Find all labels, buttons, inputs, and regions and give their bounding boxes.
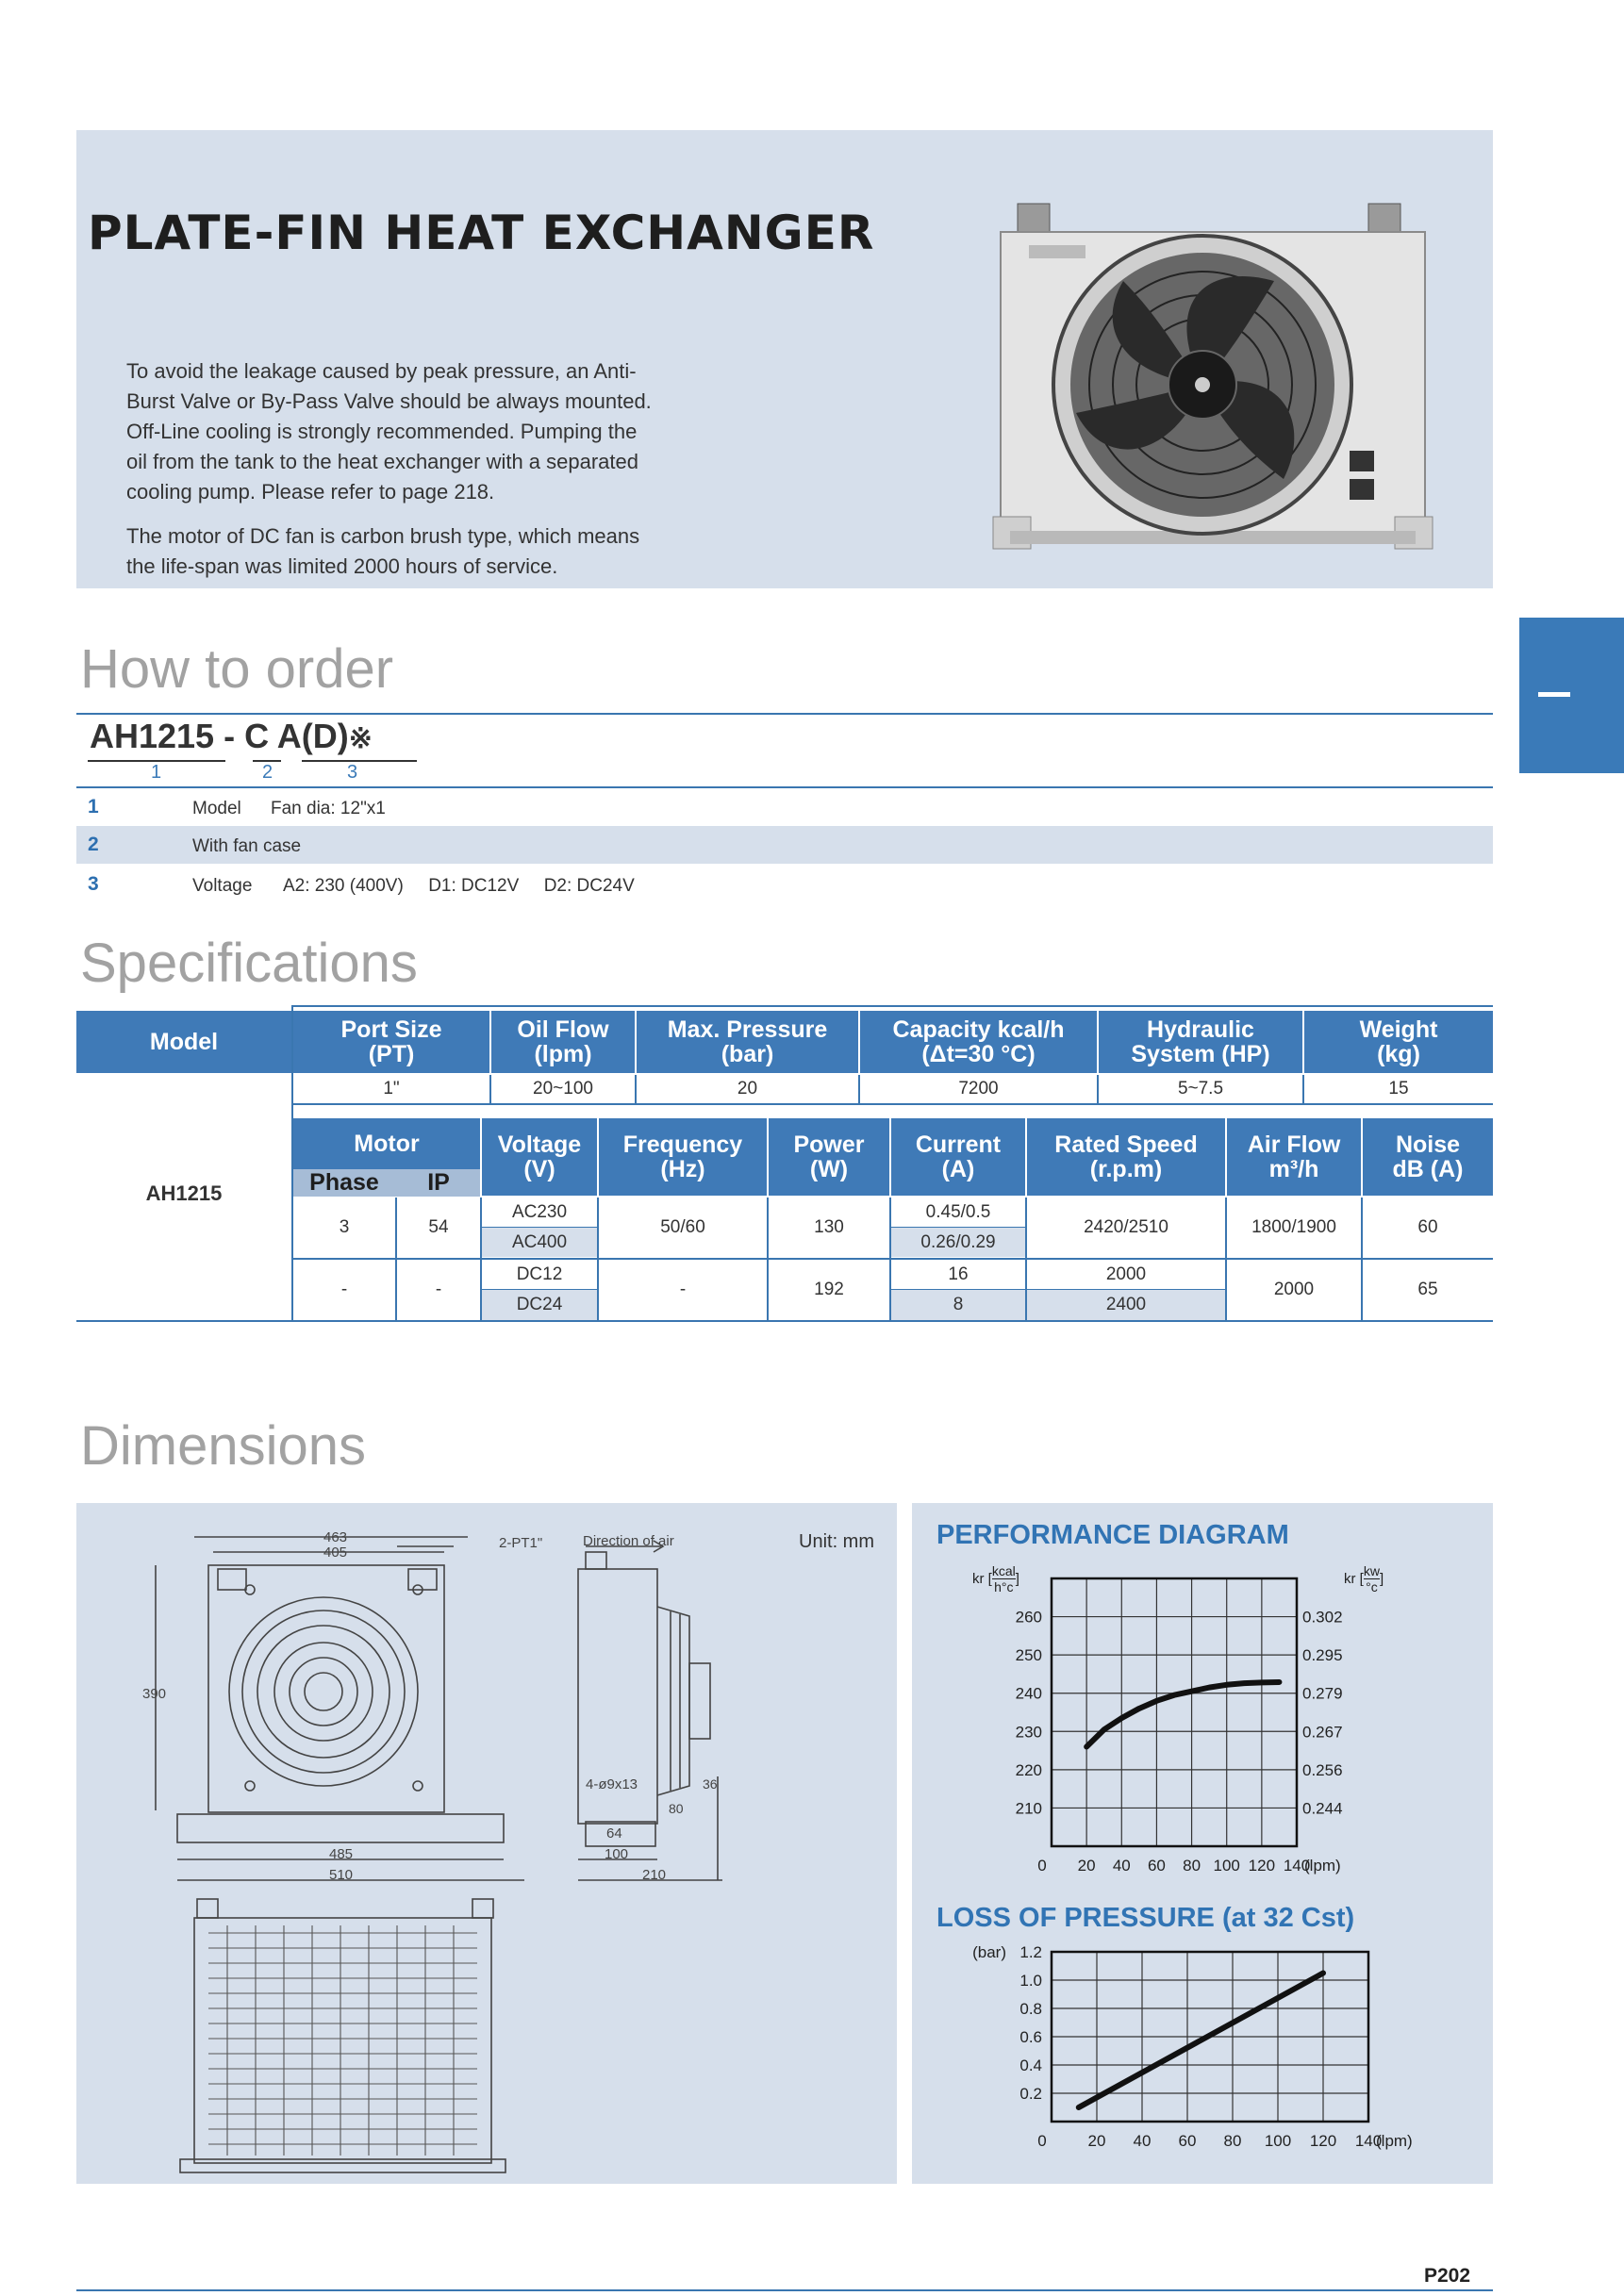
x-tick-label: 20 [1087, 2132, 1106, 2150]
dim-390: 390 [142, 1686, 167, 1702]
intro-line: oil from the tank to the heat exchanger with a separated [126, 450, 638, 473]
header-ip: IP [397, 1169, 480, 1196]
y-right-tick-label: 0.244 [1302, 1799, 1343, 1818]
dim-405: 405 [323, 1544, 348, 1561]
x-tick-label: 60 [1178, 2132, 1197, 2150]
header-noise [1363, 1118, 1493, 1196]
model-name: AH1215 [145, 1181, 223, 1205]
code-number-3: 3 [347, 762, 358, 783]
x-tick-label: 60 [1147, 1857, 1166, 1875]
order-row-label: With fan case [192, 836, 302, 856]
product-photo [991, 196, 1434, 573]
header-text: dB (A) [1392, 1156, 1464, 1182]
hero-panel [76, 130, 1493, 588]
order-row-index: 3 [88, 873, 99, 895]
code-model: AH1215 [90, 717, 215, 755]
pressure-loss-chart [972, 1943, 1413, 2150]
y-tick-label: 1.2 [1019, 1943, 1042, 1961]
intro-line: Off-Line cooling is strongly recommended. Pumping the [126, 420, 638, 443]
intro-text [126, 356, 692, 507]
header-phase: Phase [293, 1169, 395, 1196]
spec-vline [1302, 1075, 1304, 1105]
x-tick-label: 80 [1223, 2132, 1242, 2150]
value-weight: 15 [1388, 1079, 1409, 1098]
header-text: (lpm) [534, 1041, 592, 1067]
core-fins [208, 1925, 477, 2156]
how-to-order-rule [76, 713, 1493, 715]
ac-air-flow: 1800/1900 [1251, 1217, 1336, 1237]
header-text: Hydraulic [1147, 1016, 1254, 1043]
dc-speed-split-rule [1027, 1289, 1225, 1290]
value-max-pressure: 20 [737, 1079, 758, 1098]
header-max-pressure [637, 1011, 858, 1073]
unit-suffix: ] [1379, 1571, 1384, 1587]
unit-prefix: kr [ [972, 1571, 992, 1587]
header-text: (W) [809, 1156, 849, 1182]
values-rule [293, 1103, 1493, 1105]
header-text: Power [793, 1131, 865, 1158]
performance-chart [1016, 1578, 1343, 1875]
header-text: (A) [941, 1156, 975, 1182]
air-direction-label: Direction of air [583, 1533, 674, 1549]
dc-current-1: 16 [948, 1264, 969, 1284]
series-line [1086, 1682, 1279, 1747]
dc-air-flow: 2000 [1273, 1280, 1315, 1299]
code-number-1: 1 [151, 762, 162, 783]
order-row-1 [76, 788, 1493, 826]
motor-line: The motor of DC fan is carbon brush type, which means [126, 524, 640, 548]
y-tick-label: 250 [1015, 1646, 1042, 1665]
header-oil-flow [491, 1011, 635, 1073]
dc-power: 192 [814, 1280, 844, 1299]
y-tick-label: 0.6 [1019, 2028, 1042, 2046]
ac-rated-speed: 2420/2510 [1084, 1217, 1168, 1237]
x-tick-label: 20 [1077, 1857, 1096, 1875]
page-number: P202 [1424, 2265, 1471, 2287]
header-text: (Hz) [660, 1156, 705, 1182]
series-line [1079, 1974, 1323, 2108]
order-code [90, 717, 373, 756]
unit-numerator: kw [1363, 1563, 1380, 1578]
value-oil-flow: 20~100 [533, 1079, 593, 1098]
ac-power: 130 [814, 1217, 844, 1237]
value-hydraulic: 5~7.5 [1177, 1079, 1224, 1098]
header-text: Max. Pressure [667, 1016, 828, 1043]
header-air-flow [1227, 1118, 1361, 1196]
ac-current-2: 0.26/0.29 [891, 1228, 1025, 1257]
order-row-label: Model [192, 799, 241, 818]
code-underline-3 [302, 760, 417, 762]
y-tick-label: 260 [1015, 1608, 1042, 1627]
order-row-index: 2 [88, 834, 99, 855]
dim-485: 485 [329, 1846, 354, 1862]
plot-frame [1052, 1578, 1297, 1846]
intro-line: To avoid the leakage caused by peak pressure, an Anti- [126, 359, 637, 383]
unit-label: Unit: mm [799, 1531, 874, 1552]
y-tick-label: 0.2 [1019, 2085, 1042, 2103]
dc-noise: 65 [1417, 1280, 1438, 1299]
spec-bottom-rule [76, 1320, 1493, 1322]
order-row-2 [76, 826, 1493, 864]
value-capacity: 7200 [958, 1079, 999, 1098]
y-tick-label: 0.4 [1019, 2056, 1042, 2074]
y-tick-label: 220 [1015, 1760, 1042, 1779]
y-right-tick-label: 0.295 [1302, 1646, 1343, 1665]
ac-current-1: 0.45/0.5 [925, 1201, 991, 1222]
spec-vline [1025, 1198, 1027, 1322]
header-text: (Δt=30 °C) [921, 1041, 1036, 1067]
spec-vline [395, 1198, 397, 1322]
dim-100: 100 [605, 1846, 629, 1862]
spec-vline [635, 1075, 637, 1105]
spec-vline [858, 1075, 860, 1105]
dc-rated-speed-2: 2400 [1027, 1290, 1225, 1320]
header-capacity [860, 1011, 1097, 1073]
x-tick-label: 100 [1213, 1857, 1240, 1875]
header-model: Model [76, 1011, 291, 1073]
page-title: PLATE-FIN HEAT EXCHANGER [88, 206, 875, 260]
x-tick-label: 40 [1133, 2132, 1152, 2150]
y-tick-label: 0.8 [1019, 2000, 1042, 2018]
header-weight [1304, 1011, 1493, 1073]
header-text: Port Size [340, 1016, 442, 1043]
unit-prefix: kr [ [1344, 1571, 1364, 1587]
spec-vline [767, 1198, 769, 1322]
ac-frequency: 50/60 [660, 1217, 705, 1237]
spec-vline [480, 1198, 482, 1322]
dc-current-split-rule [891, 1289, 1025, 1290]
header-text: Current [915, 1131, 1002, 1158]
performance-charts [912, 1503, 1493, 2184]
performance-panel [912, 1503, 1493, 2184]
y-right-tick-label: 0.302 [1302, 1608, 1343, 1627]
x-tick-label: 140 [1283, 1857, 1311, 1875]
dimensions-title: Dimensions [80, 1415, 366, 1477]
x-tick-label: 80 [1183, 1857, 1201, 1875]
code-number-2: 2 [262, 762, 273, 783]
dc-rated-speed-1: 2000 [1105, 1264, 1147, 1284]
x-tick-label: 120 [1248, 1857, 1276, 1875]
header-text: (PT) [368, 1041, 415, 1067]
header-current [891, 1118, 1025, 1196]
header-motor: Motor [293, 1118, 480, 1169]
spec-vline [1097, 1075, 1099, 1105]
footer-rule [76, 2289, 1493, 2291]
spec-vline [489, 1075, 491, 1105]
x-tick-label: 120 [1309, 2132, 1337, 2150]
header-text: System (HP) [1131, 1041, 1270, 1067]
ac-phase: 3 [339, 1217, 350, 1237]
y-tick-label: 240 [1015, 1684, 1042, 1703]
x-axis-label: (lpm) [1304, 1857, 1341, 1875]
header-port-size [293, 1011, 489, 1073]
header-text: Frequency [622, 1131, 743, 1158]
how-to-order-title: How to order [80, 638, 394, 700]
x-tick-label: 100 [1264, 2132, 1292, 2150]
y-right-tick-label: 0.267 [1302, 1723, 1343, 1742]
dc-current-2: 8 [891, 1290, 1025, 1320]
order-row-label: Voltage [192, 876, 253, 896]
unit-suffix: ] [1015, 1571, 1019, 1587]
dc-voltage-split-rule [482, 1289, 597, 1290]
x-tick-label: 0 [1037, 1857, 1047, 1875]
y-tick-label: 210 [1015, 1799, 1042, 1818]
header-text: Air Flow [1247, 1131, 1341, 1158]
pressure-chart-title: LOSS OF PRESSURE (at 32 Cst) [936, 1903, 1355, 1933]
order-row-3 [76, 866, 1493, 903]
dc-voltage-2: DC24 [482, 1290, 597, 1320]
spec-table [76, 1005, 1493, 1322]
y-tick-label: 1.0 [1019, 1972, 1042, 1990]
header-voltage [482, 1118, 597, 1196]
tab-dash [1538, 692, 1570, 697]
dc-frequency: - [679, 1280, 687, 1299]
value-port-size: 1" [383, 1079, 400, 1098]
y-right-tick-label: 0.279 [1302, 1684, 1343, 1703]
ac-noise: 60 [1417, 1217, 1438, 1237]
intro-line: Burst Valve or By-Pass Valve should be always mounted. [126, 389, 652, 413]
intro-line: cooling pump. Please refer to page 218. [126, 480, 495, 504]
y-tick-label: 230 [1015, 1723, 1042, 1742]
spec-vline [1225, 1198, 1227, 1322]
section-tab [1519, 618, 1624, 773]
header-power [769, 1118, 889, 1196]
header-text: (V) [523, 1156, 555, 1182]
voltage-split-rule [482, 1227, 597, 1228]
dim-holes: 4-ø9x13 [586, 1776, 638, 1792]
dim-36: 36 [703, 1776, 718, 1792]
dim-210: 210 [642, 1867, 667, 1883]
x-tick-label: 0 [1037, 2132, 1047, 2150]
dimension-drawing [76, 1503, 897, 2184]
header-text: m³/h [1268, 1156, 1319, 1182]
header-text: (bar) [721, 1041, 774, 1067]
motor-note [126, 521, 692, 582]
header-rated-speed [1027, 1118, 1225, 1196]
header-text: (r.p.m) [1089, 1156, 1163, 1182]
dim-463: 463 [323, 1529, 348, 1545]
header-text: (kg) [1377, 1041, 1420, 1067]
unit-denominator: °c [1366, 1579, 1378, 1594]
spec-top-rule [293, 1005, 1493, 1007]
header-text: Capacity kcal/h [892, 1016, 1065, 1043]
ac-voltage-1: AC230 [511, 1201, 568, 1222]
dimension-drawing-panel [76, 1503, 897, 2184]
dim-port: 2-PT1" [499, 1535, 543, 1551]
x-tick-label: 140 [1354, 2132, 1383, 2150]
y-right-tick-label: 0.256 [1302, 1760, 1343, 1779]
dc-phase: - [340, 1280, 348, 1299]
motor-line: the life-span was limited 2000 hours of service. [126, 554, 558, 578]
code-voltage: A(D) [276, 717, 349, 755]
unit-denominator: h°c [994, 1579, 1014, 1594]
unit-numerator: kcal [991, 1563, 1016, 1578]
dim-510: 510 [329, 1867, 354, 1883]
header-text: Rated Speed [1054, 1131, 1198, 1158]
current-split-rule [891, 1227, 1025, 1228]
spec-vline [1361, 1198, 1363, 1322]
x-tick-label: 40 [1112, 1857, 1131, 1875]
spec-vline [889, 1198, 891, 1322]
header-text: Oil Flow [517, 1016, 609, 1043]
spec-vline [597, 1198, 599, 1322]
x-axis-label: (lpm) [1376, 2132, 1413, 2150]
ac-voltage-2: AC400 [482, 1228, 597, 1257]
code-case: C [244, 717, 270, 755]
spec-vline [291, 1005, 293, 1322]
code-mark: ※ [348, 723, 373, 754]
header-text: Weight [1359, 1016, 1438, 1043]
dc-voltage-1: DC12 [516, 1264, 563, 1284]
dc-ip: - [435, 1280, 442, 1299]
header-text: Voltage [497, 1131, 582, 1158]
header-frequency [599, 1118, 767, 1196]
dim-64: 64 [606, 1825, 622, 1842]
order-row-value: Fan dia: 12"x1 [271, 799, 386, 818]
dim-80: 80 [669, 1801, 684, 1816]
y-axis-label: (bar) [972, 1943, 1006, 1961]
specifications-title: Specifications [80, 933, 418, 994]
order-row-index: 1 [88, 796, 99, 818]
ac-ip: 54 [428, 1217, 449, 1237]
header-text: Noise [1395, 1131, 1461, 1158]
code-separator: - [224, 717, 236, 755]
performance-chart-title: PERFORMANCE DIAGRAM [936, 1520, 1289, 1550]
order-row-value: A2: 230 (400V) D1: DC12V D2: DC24V [283, 876, 635, 896]
header-hydraulic [1099, 1011, 1302, 1073]
